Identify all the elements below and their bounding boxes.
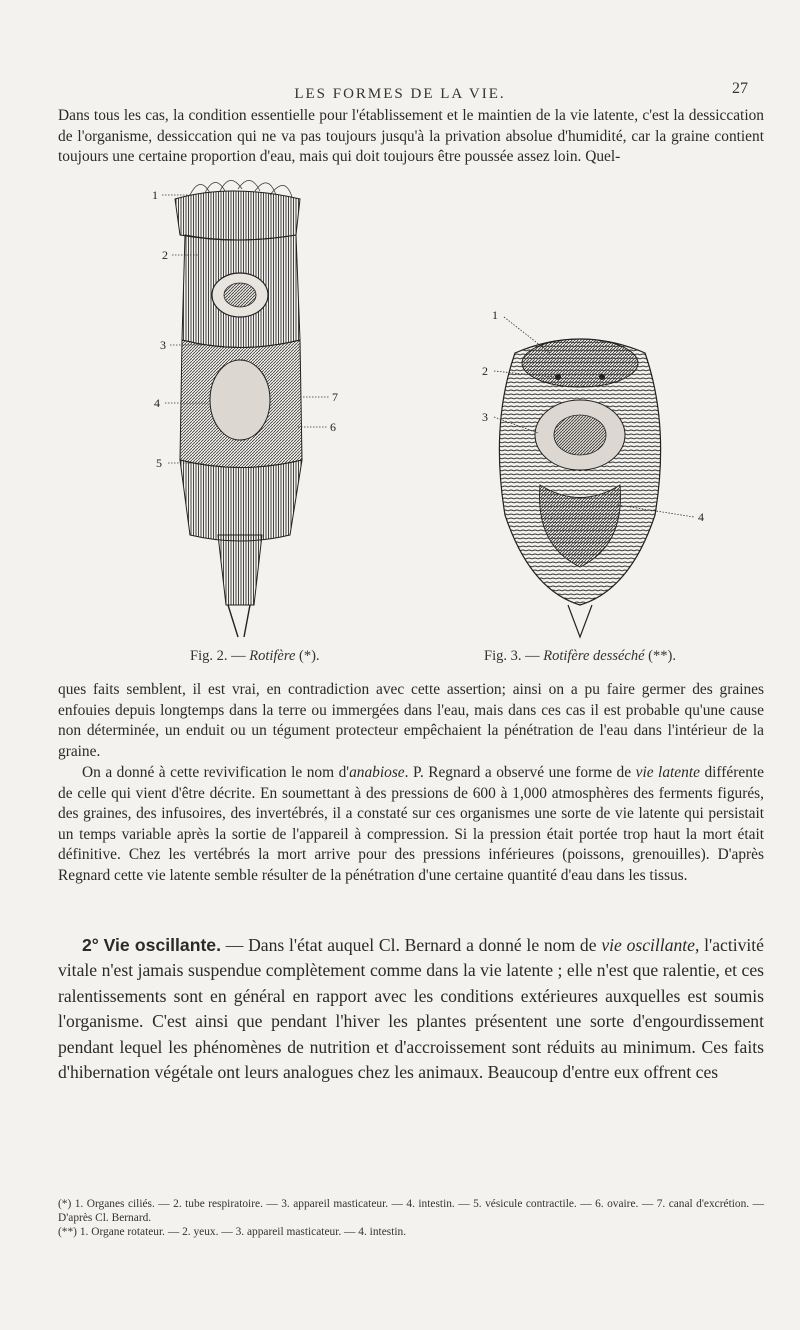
footnote-figure-2: (*) 1. Organes ciliés. — 2. tube respiratoire. — 3. appareil masticateur. — 4. intestin. — 5. vésicule contractile. — 6. ovaire. — 7. canal d'excrétion. — D'après Cl. Bernard.	[58, 1198, 764, 1224]
running-title: LES FORMES DE LA VIE.	[294, 86, 506, 102]
fig2-label-2: 2	[162, 248, 168, 262]
figure-rotifere-desseche	[430, 305, 750, 640]
fig2-label-4: 4	[154, 396, 160, 410]
figure-rotifere	[150, 175, 410, 640]
footnote-figure-3: (**) 1. Organe rotateur. — 2. yeux. — 3. appareil masticateur. — 4. intestin.	[58, 1226, 407, 1238]
fig2-label-6: 6	[330, 420, 336, 434]
fig3-label-4: 4	[698, 510, 704, 524]
rotifer-illustration	[150, 175, 410, 640]
fig2-label-1: 1	[152, 188, 158, 202]
paragraph-anabiose: On a donné à cette revivification le nom d'anabiose. P. Regnard a observé une forme de vie latente différente de celle qui vient d'être décrite. En soumettant à des pressions de 600 à 1,000 atmosphères des ferments figurés, des graines, des infusoires, des invertébrés, il a constaté sur ces organismes une sorte de vie latente qui persistait un temps variable après la sortie de l'appareil à compression. Si la pression était portée trop haut la mort était définitive. Chez les vertébrés la mort arrive pour des pressions inférieures (poissons, grenouilles). D'après Regnard cette vie latente semble résulter de la pénétration d'une certaine quantité d'eau dans les tissus.	[58, 764, 764, 884]
fig3-label-1: 1	[492, 308, 498, 322]
figure-3-caption: Fig. 3. — Rotifère desséché (**).	[484, 648, 676, 664]
paragraph-contradiction: ques faits semblent, il est vrai, en contradiction avec cette assertion; ainsi on a pu faire germer des graines enfouies depuis longtemps dans la terre ou immergées dans l'eau, mais dans ces cas il est probable qu'une cause non déterminée, un enduit ou un tégument protecteur empêchaient la pénétration de l'eau dans l'intérieur de la graine.	[58, 681, 764, 760]
fig2-label-5: 5	[156, 456, 162, 470]
footnotes	[58, 1197, 764, 1239]
fig2-label-3: 3	[160, 338, 166, 352]
fig3-label-2: 2	[482, 364, 488, 378]
figure-2-caption: Fig. 2. — Rotifère (*).	[190, 648, 320, 664]
dried-rotifer-illustration	[430, 305, 750, 640]
fig3-label-3: 3	[482, 410, 488, 424]
paragraph-vie-oscillante: 2° Vie oscillante. — Dans l'état auquel Cl. Bernard a donné le nom de vie oscillante, l'activité vitale n'est jamais suspendue complètement comme dans la vie latente ; elle n'est que ralentie, et ces ralentissements sont en général en rapport avec les conditions extérieures auxquelles est soumis l'organisme. C'est ainsi que pendant l'hiver les plantes présentent une sorte d'engourdissement pendant lequel les phénomènes de nutrition et d'accroissement sont réduits au minimum. Ces faits d'hibernation végétale ont leurs analogues chez les animaux. Beaucoup d'entre eux offrent ces	[58, 935, 764, 1083]
section-title: Vie oscillante.	[103, 935, 221, 955]
section-number: 2°	[82, 935, 99, 955]
page-number: 27	[732, 80, 748, 97]
fig2-label-7: 7	[332, 390, 338, 404]
paragraph-intro: Dans tous les cas, la condition essentielle pour l'établissement et le maintien de la vie latente, c'est la dessiccation de l'organisme, dessiccation qui ne va pas toujours jusqu'à la privation absolue d'humidité, car la graine contient toujours une certaine proportion d'eau, mais qui doit toujours être poussée assez loin. Quel-	[58, 107, 764, 166]
